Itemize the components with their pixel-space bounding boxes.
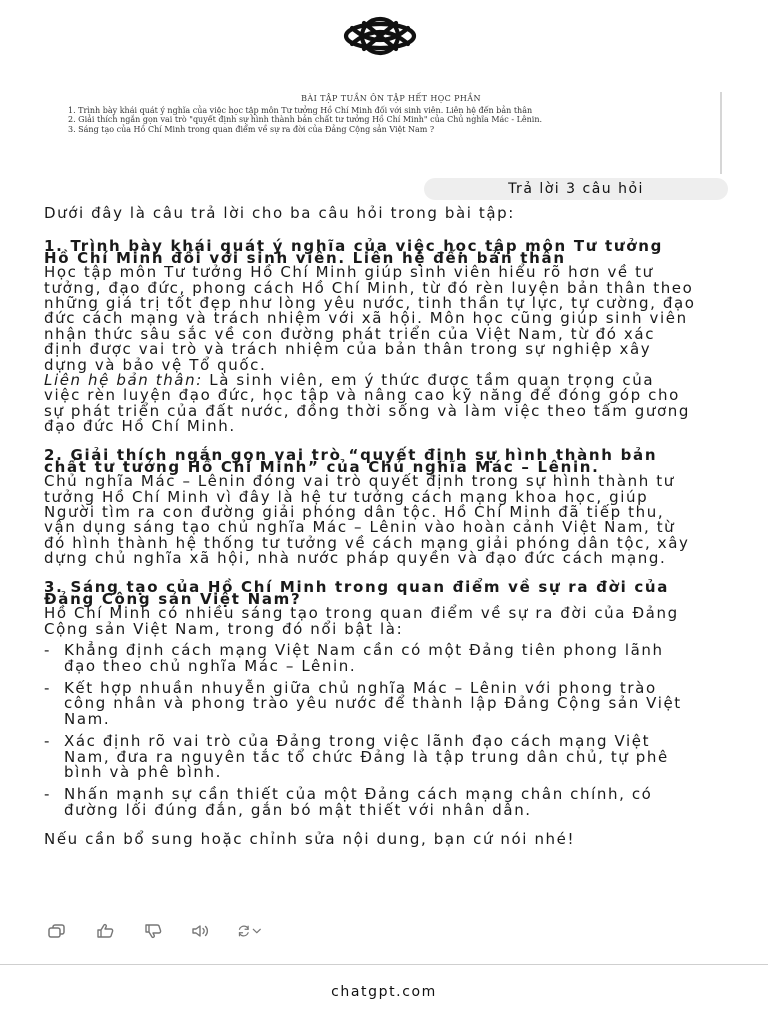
section-2-body: Chủ nghĩa Mác – Lênin đóng vai trò quyết định trong sự hình thành tư tưởng Hồ Chí Minh vì đây là hệ tư tưởng cách mạng khoa học, giúp Người tìm ra con đường giải phóng dân tộc. Hồ Chí Minh đã tiếp thu, vận dụng sáng tạo chủ nghĩa Mác – Lênin vào hoàn cảnh Việt Nam, từ đó hình thành hệ thống tư tưởng về cách mạng giải phóng dân tộc, xây dựng chủ nghĩa xã hội, nhà nước pháp quyền và đạo đức cách mạng. (44, 472, 690, 568)
message-actions (44, 922, 284, 940)
regenerate-icon (236, 923, 262, 939)
copy-icon (47, 923, 67, 939)
footer-divider (0, 964, 768, 965)
section-3-list (44, 643, 696, 818)
thumbs-up-button[interactable] (92, 922, 118, 940)
list-item-text: Xác định rõ vai trò của Đảng trong việc lãnh đạo cách mạng Việt Nam, đưa ra nguyên tắc tổ chức Đảng là tập trung dân chủ, tự phê bình và phê bình. (64, 732, 669, 781)
attachment-title: BÀI TẬP TUẦN ÔN TẬP HẾT HỌC PHẦN (301, 94, 481, 103)
regenerate-button[interactable] (236, 922, 262, 940)
list-item (44, 734, 696, 780)
bullet-dash: - (44, 785, 52, 804)
list-item-text: Kết hợp nhuần nhuyễn giữa chủ nghĩa Mác – Lênin với phong trào công nhân và phong trào yêu nước để thành lập Đảng Cộng sản Việt Nam. (64, 678, 682, 728)
thumbs-down-icon (143, 923, 163, 939)
list-item (44, 678, 696, 728)
section-3-body: Hồ Chí Minh có nhiều sáng tạo trong quan điểm về sự ra đời của Đảng Cộng sản Việt Nam, trong đó nổi bật là: (44, 604, 679, 638)
answer-section-2 (44, 445, 696, 568)
section-3-heading: 3. Sáng tạo của Hồ Chí Minh trong quan điểm về sự ra đời của Đảng Cộng sản Việt Nam? (44, 577, 670, 609)
bullet-dash: - (44, 641, 52, 660)
answer-section-3 (44, 577, 696, 819)
section-2-heading: 2. Giải thích ngắn gọn vai trò “quyết định sự hình thành bản chất tư tưởng Hồ Chí Minh” của Chủ nghĩa Mác – Lênin. (44, 445, 658, 477)
attached-document-image[interactable] (68, 92, 722, 174)
lien-he-text: Là sinh viên, em ý thức được tầm quan trọng của việc rèn luyện đạo đức, học tập và nâng cao kỹ năng để đóng góp cho sự phát triển của đất nước, đồng thời sống và làm việc theo tấm gương đạo đức Hồ Chí Minh. (44, 371, 691, 436)
openai-logo-icon (330, 14, 430, 58)
bullet-dash: - (44, 678, 52, 697)
list-item-text: Nhấn mạnh sự cần thiết của một Đảng cách mạng chân chính, có đường lối đúng đắn, gắn bó mật thiết với nhân dân. (64, 785, 653, 819)
assistant-response (44, 206, 696, 848)
attachment-question-3: 3. Sáng tạo của Hồ Chí Minh trong quan điểm về sự ra đời của Đảng Cộng sản Việt Nam ? (68, 124, 435, 134)
list-item-text: Khẳng định cách mạng Việt Nam cần có một Đảng tiên phong lãnh đạo theo chủ nghĩa Mác – Lênin. (64, 641, 664, 675)
bullet-dash: - (44, 732, 52, 751)
section-1-text: Học tập môn Tư tưởng Hồ Chí Minh giúp sinh viên hiểu rõ hơn về tư tưởng, đạo đức, phong cách Hồ Chí Minh, từ đó rèn luyện bản thân theo những giá trị tốt đẹp như lòng yêu nước, tinh thần tự lực, tự cường, đạo đức cách mạng và trách nhiệm với xã hội. Môn học cũng giúp sinh viên nhận thức sâu sắc về con đường phát triển của Việt Nam, từ đó xác định được vai trò và trách nhiệm của bản thân trong sự nghiệp xây dựng và bảo vệ Tổ quốc. (44, 263, 696, 374)
user-message-bubble: Trả lời 3 câu hỏi (424, 178, 728, 200)
list-item (44, 643, 696, 674)
lien-he-label: Liên hệ bản thân: (44, 371, 203, 390)
section-1-body (44, 265, 696, 434)
thumbs-down-button[interactable] (140, 922, 166, 940)
answer-closing: Nếu cần bổ sung hoặc chỉnh sửa nội dung, bạn cứ nói nhé! (44, 830, 576, 849)
copy-button[interactable] (44, 922, 70, 940)
attachment-question-1: 1. Trình bày khái quát ý nghĩa của việc học tập môn Tư tưởng Hồ Chí Minh đối với sinh viên. Liên hệ đến bản thân (68, 105, 533, 115)
section-1-heading: 1. Trình bày khái quát ý nghĩa của việc học tập môn Tư tưởng Hồ Chí Minh đối với sinh viên. Liên hệ đến bản thân (44, 236, 664, 268)
read-aloud-icon (191, 923, 211, 939)
footer-url: chatgpt.com (331, 984, 437, 1000)
thumbs-up-icon (95, 923, 115, 939)
list-item (44, 787, 696, 818)
answer-intro: Dưới đây là câu trả lời cho ba câu hỏi trong bài tập: (44, 204, 515, 222)
attachment-question-2: 2. Giải thích ngắn gọn vai trò "quyết định sự hình thành bản chất tư tưởng Hồ Chí Minh" của Chủ nghĩa Mác - Lênin. (68, 115, 543, 124)
read-aloud-button[interactable] (188, 922, 214, 940)
answer-section-1 (44, 236, 696, 436)
